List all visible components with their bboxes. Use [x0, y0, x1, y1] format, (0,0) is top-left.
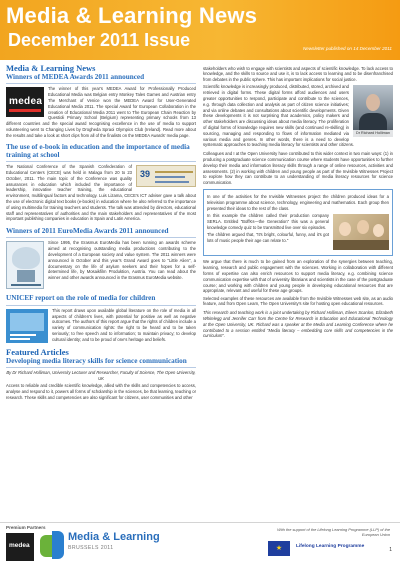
featured-article-author: By Dr Richard Holliman, University Lecturer and Researcher, Faculty of Science, The Open University, UK — [6, 370, 196, 382]
article-credit: This research and teaching work is a joint undertaking by Richard Holliman, Eileen Scanlon, Elizabeth Whitelegg and Jennifer Carr from the Centre for Research in Education and Educational Technology at the Open University, UK. Richard was a speaker at the Media and Learning Conference where he contributed to a session entitled "Media literacy – embedding core skills and competencies in the curriculum". — [203, 310, 393, 339]
author-photo — [353, 85, 393, 137]
medea-logo-image — [6, 87, 44, 117]
euromedia-awards-title[interactable]: Winners of 2011 EuroMedia Awards 2011 announced — [6, 226, 169, 235]
medea-partner-logo-text: medea — [9, 542, 30, 549]
children-photo — [333, 214, 389, 250]
cece-conference-image — [136, 165, 196, 187]
newsletter-header — [0, 0, 400, 60]
box-paragraph-2: In this example the children called their production company SERLA. Entitled "BoffKs—the Generation" this was a general knowledge comedy quiz to be transmitted live over six episodes. — [207, 213, 329, 230]
article-paragraph-1: stakeholders who wish to engage with scientists and aspects of scientific knowledge. To lack access to knowledge, and the skills to source and use it, is to lack access to learning and to be disenfranchised from debates in the public sphere. This has important implications for social justice. — [203, 65, 393, 83]
box-paragraph-1: In one of the activities for the Invisible Witnesses project the children produced ideas for a television programme about science, technology, engineering and mathematics. Each group then presented their ideas to the rest of the class. — [207, 194, 389, 212]
divider — [6, 161, 196, 162]
media-learning-logo-icon — [40, 531, 64, 561]
left-column — [6, 64, 196, 402]
section-title-news: Media & Learning News — [6, 63, 96, 73]
unicef-report-text: This report draws upon available global literature on the role of media in all aspects of children's lives, with potential for positive as well as negative outcomes. The authors of this report argue that the rights of children include a variety of communication rights: the right to be heard and to be taken seriously; to free speech and to information; to maintain privacy; to develop cultural identity; and to be proud of one's heritage and beliefs. — [52, 307, 197, 342]
unicef-report-cover-image — [6, 309, 48, 343]
eu-support-text: With the support of the Lifelong Learning Programme (LLP) of the European Union — [277, 527, 390, 537]
author-photo-caption: Dr Richard Holliman — [353, 130, 393, 137]
conference-number: 39 — [140, 169, 151, 180]
euromedia-trophy-image — [6, 241, 44, 289]
box-paragraph-3: The children argued that, "It's bright, colourful, funny, and it's got lots of music people their age can relate to." — [207, 232, 329, 244]
premium-partners-label: Premium Partners — [6, 525, 46, 530]
invisible-witnesses-box — [203, 189, 393, 256]
article-paragraph-5: Selected examples of these resources are available from the Invisible Witnesses web site, as an audio feature, and from Open Learn, The Open University's site for hosting open educational resources. — [203, 295, 393, 307]
divider — [6, 237, 196, 238]
article-paragraph-2: Scientific knowledge is increasingly produced, distributed, stored, archived and retrieved in digital forms. These digital forms afford audiences and users greater opportunities to respond, participate and contribute to the sciences, e.g. through data collection and analysis as part of citizen science initiatives; and via online debates and consultations about scientific developments. Given these developments it is not surprising that academics, policy makers and other stakeholders are discussing ideas about media literacy. The proliferation of digital forms of knowledge requires new skills (and continued re-skilling) in sourcing, managing and responding to flows of information mediated via various media and genres. In other words, there is a need to develop systematic approaches to teaching media literacy for scientists and other citizens. — [203, 84, 355, 148]
published-date: Newsletter published on 14 December 2011 — [302, 46, 392, 51]
article-paragraph-4: We argue that there is much to be gained from an exploration of the synergies between teaching, learning, research and public engagement with the sciences. Working in collaboration with different forms of expertise can also enrich resources to support media literacy, e.g. combining science communication expertise with that of university librarians and scientists in the case of the postgraduate course; and working with children and young people in developing educational resources that are appropriate, relevant and useful for these age groups. — [203, 259, 393, 294]
featured-article-text: Access to reliable and credible scientific knowledge, allied with the skills and competencies to access, analyse and respond to it, powers all forms of scholarship in the sciences, be that learning, teaching or research. These skills and competencies are also significant for citizens, user communities and other — [6, 383, 196, 401]
medea-partner-logo[interactable] — [6, 533, 34, 561]
eu-flag-icon: ★ — [268, 541, 290, 556]
medea-awards-text: The winner of this year's MEDEA Award for Professionally Produced Educational Media was Belgian entry Monkey Tales Games and Austrian entry The Merchant of Venice won the MEDEA Award for User-Generated Educational Media 2011. The special Award for European Collaboration in the creation of Educational Media 2011 went to The European Chain Reaction by Questioli Primary School (Belgium) representing primary schools from 13 different countries and the special award recognising excellence in the use of media to support volunteering went to Changing Lives by Drogheda Spraoi Olympics Club (Ireland). Read more about the results and take a look at short clips from all of the finalists on the MEDEA Awards' media page. — [6, 86, 196, 138]
unicef-report-title[interactable]: UNICEF report on the role of media for children — [6, 294, 156, 303]
divider — [6, 83, 196, 84]
issue-label: December 2011 Issue — [8, 30, 191, 50]
ebook-article-text: The National Conference of the Spanish Confederation of Educational Centers (CECE) was held in Malaga from 20 to 23 October, 2011. The main topic of the Conference was quality assurances in education which included the importance of leadership, innovative teacher training, the educational environment, multilingual factors and technology. Luis Lizama, CECE's ICT adviser gave a talk about the use of electronic digital text books (e-books) in education where he also referred to the importance of using multimedia for training teachers and students. The talk was attended by directors, educational staff and representatives of authorities and the main stakeholders and representatives of the most important publishing companies in education in Spain and Latin America. — [6, 164, 196, 222]
media-learning-logo-title[interactable]: Media & Learning — [68, 531, 160, 543]
euromedia-awards-text: Since 1995, the Erasmus EuroMedia has been running an awards scheme aimed at recognising outstanding media productions contributing to the development of a European society and value system. The 2011 winners were announced in October and this year's Grand Award goes to "Little Alien", a documentary on the life of asylum seekers and their hopes for a self-determined life, by Mosaikfilm Produktion, Austria. You can read about the winner and other awards announced in the Erasmus EuroMedia website. — [48, 240, 196, 281]
medea-awards-title[interactable]: Winners of MEDEA Awards 2011 announced — [6, 72, 145, 81]
medea-logo-text: medea — [9, 96, 43, 108]
media-learning-logo-subtitle: BRUSSELS 2011 — [68, 545, 114, 551]
article-paragraph-3: Colleagues and I at the Open University have contributed to this wider context in two main ways: (1) in producing a postgraduate science communication course where students have opportunities to further develop their media and information literacy skills through a range of online resources, activities and assessments. (2) in working with children and young people as part of the Invisible Witnesses Project to explore how they can contribute to an understanding of media literacy resources for science communication. — [203, 151, 393, 186]
divider — [6, 367, 196, 368]
ebook-article-title[interactable]: The use of e-book in education and the importance of media training at school — [6, 143, 190, 159]
newsletter-footer — [0, 522, 400, 566]
newsletter-title: Media & Learning News — [6, 3, 258, 28]
featured-article-title[interactable]: Developing media literacy skills for science communication — [6, 356, 187, 365]
right-column — [203, 64, 393, 341]
llp-label: Lifelong Learning Programme — [296, 544, 365, 549]
divider — [6, 305, 196, 306]
page-number: 1 — [389, 547, 392, 553]
section-title-featured: Featured Articles — [6, 346, 69, 357]
